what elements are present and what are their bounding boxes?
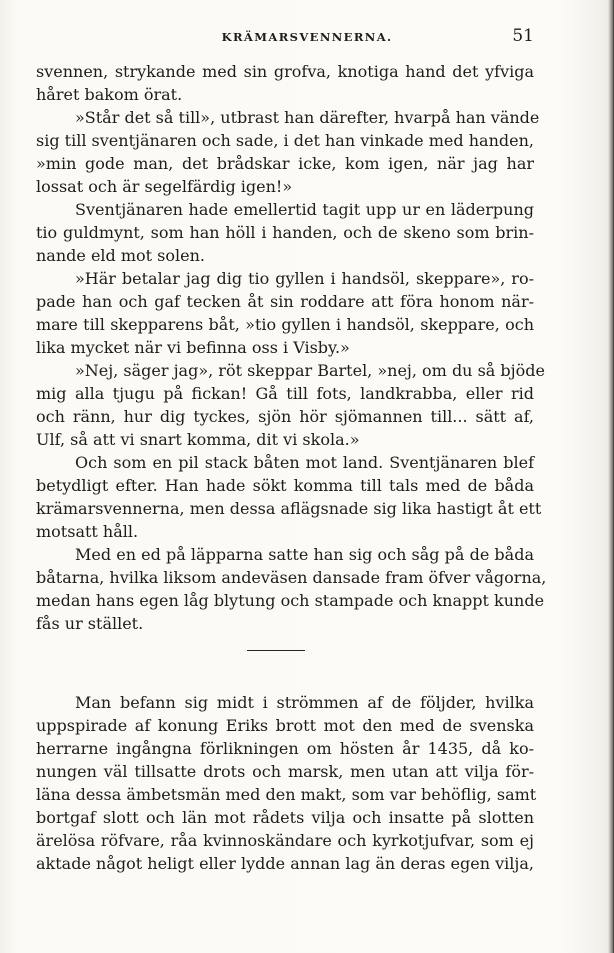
text-line: »Står det så till», utbrast han därefter, hvarpå han vände <box>75 108 540 127</box>
text-line: »min gode man, det brådskar icke, kom igen, när jag har <box>36 154 534 173</box>
text-line: »Här betalar jag dig tio gyllen i handsöl, skeppare», ro- <box>75 269 534 288</box>
text-line: Och som en pil stack båten mot land. Sventjänaren blef <box>75 453 534 472</box>
text-line: tio guldmynt, som han höll i handen, och de skeno som brin- <box>36 223 534 242</box>
text-line: håret bakom örat. <box>36 85 183 104</box>
text-line: Man befann sig midt i strömmen af de följder, hvilka <box>75 693 534 712</box>
text-line: nande eld mot solen. <box>36 246 205 265</box>
page-number: 51 <box>512 26 534 46</box>
text-line: nungen väl tillsatte drots och marsk, men utan att vilja för- <box>36 762 534 781</box>
running-header: KRÄMARSVENNERNA. <box>221 30 393 44</box>
text-line: bortgaf slott och län mot rådets vilja och insatte på slotten <box>36 808 534 827</box>
text-line: lika mycket när vi befinna oss i Visby.» <box>36 338 350 357</box>
text-line: fås ur stället. <box>36 614 144 633</box>
text-line: Sventjänaren hade emellertid tagit upp ur en läderpung <box>75 200 534 219</box>
text-line: och ränn, hur dig tyckes, sjön hör sjömannen till... sätt af, <box>36 407 534 426</box>
text-line: svennen, strykande med sin grofva, knotiga hand det yfviga <box>36 62 534 81</box>
text-line: läna dessa ämbetsmän med den makt, som var behöflig, samt <box>36 785 537 804</box>
text-line: lossat och är segelfärdig igen!» <box>36 177 293 196</box>
text-line: uppspirade af konung Eriks brott mot den med de svenska <box>36 716 534 735</box>
text-line: motsatt håll. <box>36 522 139 541</box>
text-line: Med en ed på läpparna satte han sig och såg på de båda <box>75 545 534 564</box>
text-line: betydligt efter. Han hade sökt komma till tals med de båda <box>36 476 534 495</box>
text-line: Ulf, så att vi snart komma, dit vi skola.» <box>36 430 360 449</box>
section-divider <box>247 650 305 651</box>
text-line: krämarsvennerna, men dessa aflägsnade sig lika hastigt åt ett <box>36 499 542 518</box>
text-line: medan hans egen låg blytung och stampade och knappt kunde <box>36 591 545 610</box>
text-line: »Nej, säger jag», röt skeppar Bartel, »nej, om du så bjöde <box>75 361 545 380</box>
text-line: herrarne ingångna förlikningen om hösten år 1435, då ko- <box>36 739 534 758</box>
text-line: ärelösa röfvare, råa kvinnoskändare och kyrkotjufvar, som ej <box>36 831 534 850</box>
text-line: båtarna, hvilka liksom andeväsen dansade fram öfver vågorna, <box>36 568 547 587</box>
page-edge-shadow <box>608 0 614 953</box>
text-line: mare till skepparens båt, »tio gyllen i handsöl, skeppare, och <box>36 315 534 334</box>
text-line: sig till sventjänaren och sade, i det han vinkade med handen, <box>36 131 534 150</box>
text-line: aktade något heligt eller lydde annan lag än deras egen vilja, <box>36 854 534 873</box>
text-line: mig alla tjugu på fickan! Gå till fots, landkrabba, eller rid <box>36 384 534 403</box>
text-line: pade han och gaf tecken åt sin roddare att föra honom när- <box>36 292 534 311</box>
